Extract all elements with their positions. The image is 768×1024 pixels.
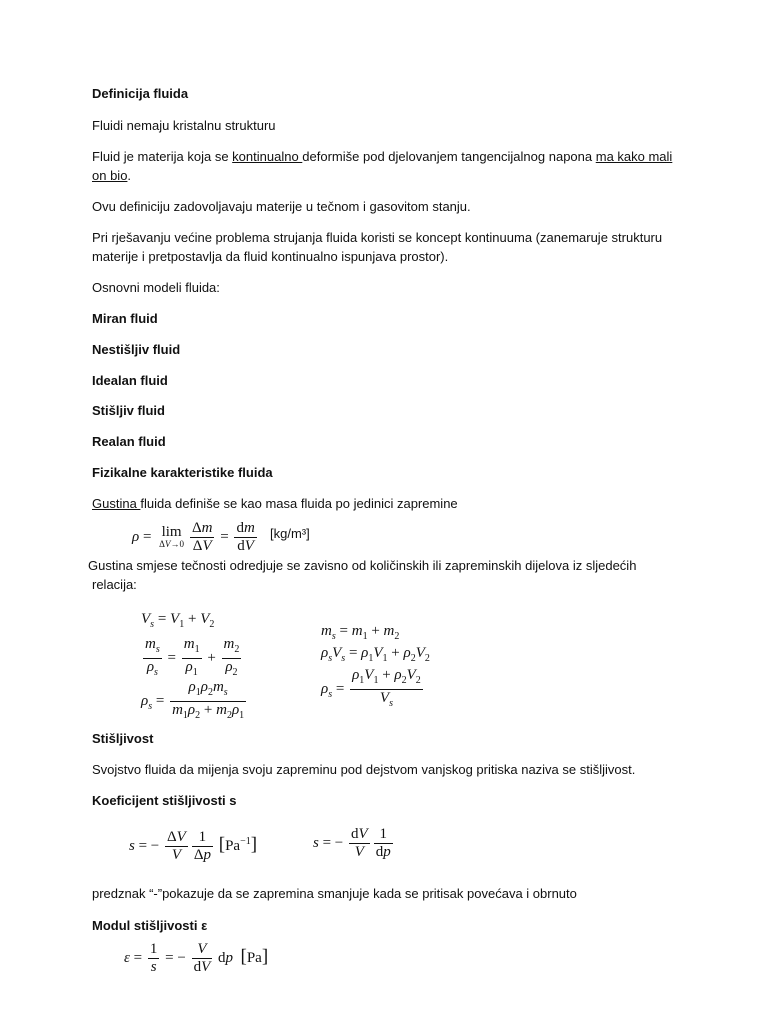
mixture-specific-formula: $\frac{m_s}{\rho_s}$ = $\frac{m_1}{\rho_1}$ + $\frac{m_2}{\rho_2}$ (141, 636, 243, 681)
mixture-rho-v-formula: $\rho_sV_s = \rho_1V_1 + \rho_2V_2$ (321, 645, 430, 664)
paragraph-continuum-line1: Pri rješavanju većine problema strujanja fluida koristi se koncept kontinuuma (zanemaruje strukturu (92, 230, 663, 245)
heading-bulk-modulus: Modul stišljivosti ε (92, 918, 208, 933)
density-formula: ρ = lim ΔV→0 $\frac{\Delta m}{\Delta V}$ = $\frac{dm}{dV}$ (132, 520, 255, 554)
mixture-mass-formula: $m_s = m_1 + m_2$ (321, 623, 400, 642)
fraction: $\frac{1}{dp}$ (375, 826, 391, 860)
paragraph-compressibility-def: Svojstvo fluida da mijenja svoju zapreminu pod dejstvom vanjskog pritiska naziva se stišljivost. (92, 762, 636, 777)
bulk-modulus-formula: ε = $\frac{1}{s}$ = − $\frac{V}{dV}$ dp [Pa] (124, 941, 269, 975)
text-segment: fluida definiše se kao masa fluida po jedinici zapremine (140, 496, 458, 511)
fraction: $\frac{\rho_1V_1 + \rho_2V_2}{V_s}$ (352, 667, 421, 709)
text-segment: Fluid je materija koja se (92, 149, 233, 164)
mixture-volume-formula: $V_s = V_1 + V_2$ (141, 611, 215, 630)
heading-compressibility: Stišljivost (92, 731, 154, 746)
fraction: $\frac{\Delta m}{\Delta V}$ (191, 520, 213, 554)
underlined-phrase-end: on bio (92, 168, 128, 183)
density-unit: [kg/m³] (270, 526, 310, 541)
fraction: $\frac{m_1}{\rho_1}$ (183, 636, 200, 678)
fraction: $\frac{\Delta V}{V}$ (167, 829, 186, 863)
paragraph-fluid-def-line2 (92, 166, 131, 185)
model-item: Miran fluid (92, 311, 158, 326)
paragraph-no-crystal: Fluidi nemaju kristalnu strukturu (92, 118, 276, 133)
mixture-rho-formula: $\rho_s$ = $\frac{\rho_1V_1 + \rho_2V_2}{V_s}$ (321, 667, 425, 712)
heading-definition: Definicija fluida (92, 86, 189, 101)
underlined-phrase: ma kako mali (595, 149, 673, 164)
paragraph-mixture-line2: relacija: (92, 577, 137, 592)
fraction: $\frac{m_2}{\rho_2}$ (223, 636, 240, 678)
paragraph-density-def (92, 494, 458, 513)
fraction: $\frac{m_s}{\rho_s}$ (145, 636, 160, 678)
paragraph-continuum-line2: materije i pretpostavlja da fluid kontinualno ispunjava prostor). (92, 249, 449, 264)
paragraph-mixture-line1: Gustina smjese tečnosti odredjuje se zavisno od količinskih ili zapreminskih dijelova iz sljedećih (88, 558, 637, 573)
text-segment: . (127, 168, 132, 183)
mixture-density-formula: $\rho_s$ = $\frac{\rho_1\rho_2m_s}{m_1\rho_2 + m_2\rho_1}$ (141, 679, 248, 724)
underlined-term-density: Gustina (92, 496, 141, 511)
model-item: Idealan fluid (92, 373, 168, 388)
compressibility-differential-formula: s = − $\frac{dV}{V}$ $\frac{1}{dp}$ (313, 826, 391, 860)
paragraph-liquid-gas: Ovu definiciju zadovoljavaju materije u tečnom i gasovitom stanju. (92, 199, 471, 214)
model-item: Nestišljiv fluid (92, 342, 181, 357)
heading-physical-properties: Fizikalne karakteristike fluida (92, 465, 273, 480)
fraction: $\frac{dV}{V}$ (351, 826, 368, 860)
model-item: Realan fluid (92, 434, 166, 449)
fraction: $\frac{1}{s}$ (149, 941, 158, 975)
fraction: $\frac{1}{\Delta p}$ (193, 829, 211, 863)
paragraph-fluid-def-line1 (92, 147, 672, 166)
fraction: $\frac{dm}{dV}$ (236, 520, 255, 554)
compressibility-delta-formula: s = − $\frac{\Delta V}{V}$ $\frac{1}{\Delta p}$ $[Pa^{-1}]$ (129, 829, 258, 863)
fraction: $\frac{\rho_1\rho_2m_s}{m_1\rho_2 + m_2\rho_1}$ (172, 679, 245, 721)
paragraph-sign-note: predznak “-”pokazuje da se zapremina smanjuje kada se pritisak povećava i obrnuto (92, 886, 577, 901)
heading-compressibility-coefficient: Koeficijent stišljivosti s (92, 793, 237, 808)
fraction: $\frac{V}{dV}$ (193, 941, 211, 975)
model-item: Stišljiv fluid (92, 403, 165, 418)
underlined-term-continual: kontinualno (232, 149, 303, 164)
text-segment: deformiše pod djelovanjem tangencijalnog napona (302, 149, 596, 164)
limit-operator: lim ΔV→0 (159, 524, 184, 549)
heading-basic-models: Osnovni modeli fluida: (92, 280, 220, 295)
